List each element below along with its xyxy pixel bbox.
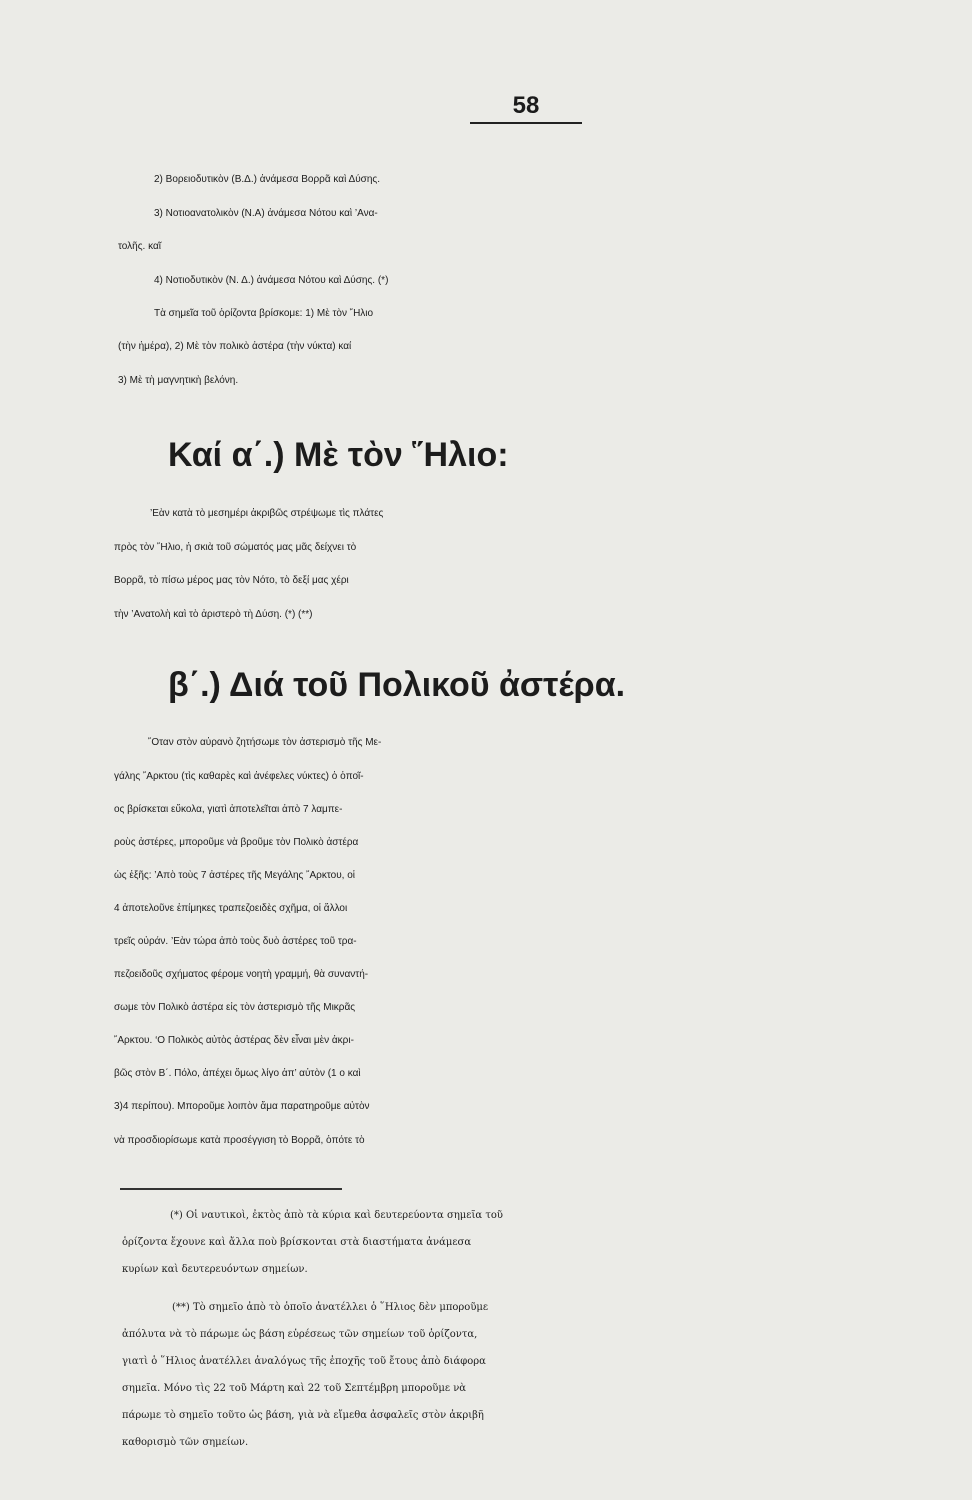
text-line: 3) Νοτιοανατολικὸν (Ν.Α) ἀνάμεσα Νότου καὶ ’Ανα- xyxy=(154,208,378,219)
text-line: τολῆς. καῖ xyxy=(118,241,161,252)
text-line: Βορρᾶ, τὸ πίσω μέρος μας τὸν Νότο, τὸ δεξί μας χέρι xyxy=(114,575,349,586)
text-line: 2) Βορειοδυτικὸν (Β.Δ.) ἀνάμεσα Βορρᾶ καὶ Δύσης. xyxy=(154,174,380,185)
footnote-line: καθορισμὸ τῶν σημείων. xyxy=(122,1437,249,1448)
footnote-line: κυρίων καὶ δευτερευόντων σημείων. xyxy=(122,1264,308,1275)
footnote-line: πάρωμε τὸ σημεῖο τοῦτο ὡς βάση, γιὰ νὰ εἴμεθα ἀσφαλεῖς στὸν ἀκριβῆ xyxy=(122,1410,484,1421)
footnote-line: (*) Οἱ ναυτικοὶ, ἐκτὸς ἀπὸ τὰ κύρια καὶ δευτερεύοντα σημεῖα τοῦ xyxy=(170,1210,503,1221)
text-line: 4 ἀποτελοῦνε ἐπίμηκες τραπεζοειδὲς σχῆμα, οἱ ἄλλοι xyxy=(114,903,348,914)
footnote-line: (**) Τὸ σημεῖο ἀπὸ τὸ ὁποῖο ἀνατέλλει ὁ ῞Ηλιος δὲν μποροῦμε xyxy=(172,1302,489,1313)
text-line: τρεῖς οὐράν. ’Εὰν τώρα ἀπὸ τοὺς δυὸ ἀστέρες τοῦ τρα- xyxy=(114,936,357,947)
text-line: ροὺς ἀστέρες, μποροῦμε νὰ βροῦμε τὸν Πολικὸ ἀστέρα xyxy=(114,837,359,848)
text-line: 3) Μὲ τὴ μαγνητικὴ βελόνη. xyxy=(118,375,239,386)
text-line: ος βρίσκεται εὔκολα, γιατὶ ἀποτελεῖται ἀπὸ 7 λαμπε- xyxy=(114,804,343,815)
section-heading-sun: Καί α΄.) Μὲ τὸν ῞Ηλιο: xyxy=(168,436,509,474)
text-line: (τὴν ἡμέρα), 2) Μὲ τὸν πολικὸ ἀστέρα (τὴν νύκτα) καί xyxy=(118,341,352,352)
section-heading-polaris: β΄.) Διά τοῦ Πολικοῦ ἀστέρα. xyxy=(168,666,626,704)
text-line: νὰ προσδιορίσωμε κατὰ προσέγγιση τὸ Βορρᾶ, ὁπότε τὸ xyxy=(114,1135,365,1146)
footnote-line: ὁρίζοντα ἔχουνε καὶ ἄλλα ποὺ βρίσκονται στὰ διαστήματα ἀνάμεσα xyxy=(122,1237,472,1248)
footnote-line: ἀπόλυτα νὰ τὸ πάρωμε ὡς βάση εὑρέσεως τῶν σημείων τοῦ ὁρίζοντα, xyxy=(122,1329,478,1340)
text-line: σωμε τὸν Πολικὸ ἀστέρα εἰς τὸν ἀστερισμὸ τῆς Μικρᾶς xyxy=(114,1002,356,1013)
text-line: πρὸς τὸν ῞Ηλιο, ἡ σκιὰ τοῦ σώματός μας μᾶς δείχνει τὸ xyxy=(114,542,357,553)
text-line: γάλης ῎Αρκτου (τὶς καθαρὲς καὶ ἀνέφελες νύκτες) ὁ ὁποῖ- xyxy=(114,771,364,782)
text-line: πεζοειδοῦς σχήματος φέρομε νοητὴ γραμμή, θὰ συναντή- xyxy=(114,969,369,980)
footnote-line: γιατὶ ὁ ῞Ηλιος ἀνατέλλει ἀναλόγως τῆς ἐποχῆς τοῦ ἔτους ἀπὸ διάφορα xyxy=(122,1356,486,1367)
text-line: 3)4 περίπου). Μποροῦμε λοιπὸν ἅμα παρατηροῦμε αὐτὸν xyxy=(114,1101,370,1112)
text-line: βῶς στὸν Β΄. Πόλο, ἀπέχει ὅμως λίγο ἀπ’ αὐτὸν (1 ο καὶ xyxy=(114,1068,361,1079)
footnote-divider xyxy=(120,1188,342,1190)
text-line: ὡς ἑξῆς: ’Απὸ τοὺς 7 ἀστέρες τῆς Μεγάλης ῎Αρκτου, οἱ xyxy=(114,870,355,881)
footnote-line: σημεῖα. Μόνο τὶς 22 τοῦ Μάρτη καὶ 22 τοῦ Σεπτέμβρη μποροῦμε νὰ xyxy=(122,1383,467,1394)
page-number: 58 xyxy=(470,92,582,124)
text-line: ῎Αρκτου. ‘Ο Πολικὸς αὐτὸς ἀστέρας δὲν εἶναι μὲν ἀκρι- xyxy=(114,1035,354,1046)
text-line: Τὰ σημεῖα τοῦ ὁρίζοντα βρίσκομε: 1) Μὲ τὸν ῞Ηλιο xyxy=(154,308,374,319)
text-line: ῞Οταν στὸν αὐρανὸ ζητήσωμε τὸν ἀστερισμὸ τῆς Με- xyxy=(148,737,382,748)
text-line: 4) Νοτιοδυτικὸν (Ν. Δ.) ἀνάμεσα Νότου καὶ Δύσης. (*) xyxy=(154,275,389,286)
text-line: ’Εὰν κατὰ τὸ μεσημέρι ἀκριβῶς στρέψωμε τὶς πλάτες xyxy=(150,508,384,519)
text-line: τὴν ’Ανατολὴ καὶ τὸ ἀριστερὸ τὴ Δύση. (*) (**) xyxy=(114,609,313,620)
